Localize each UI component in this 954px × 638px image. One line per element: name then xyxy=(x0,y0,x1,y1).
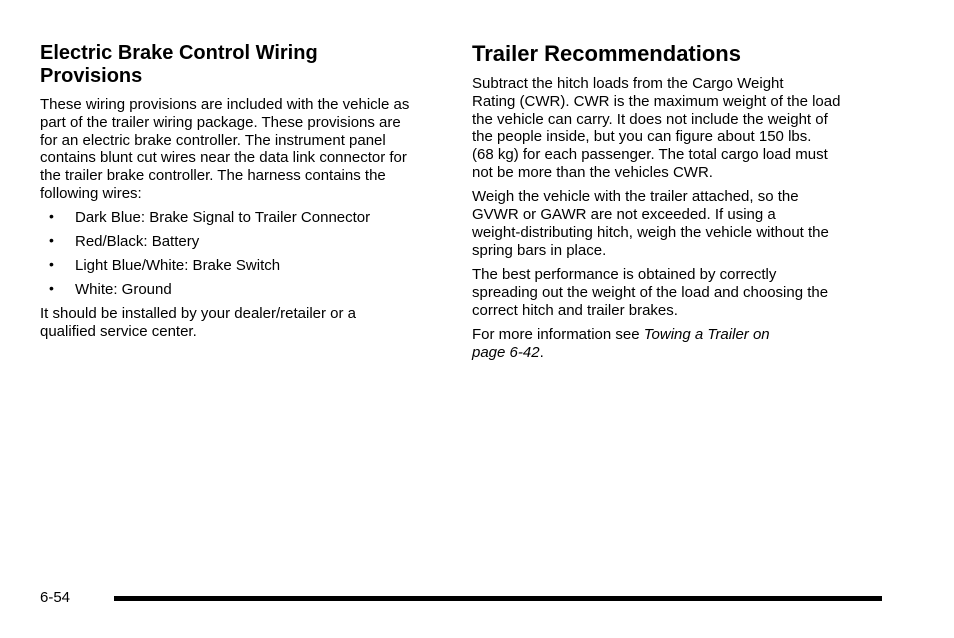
more-info-paragraph xyxy=(472,326,882,362)
closing-paragraph: It should be installed by your dealer/retailer or a qualified service center. xyxy=(40,304,357,340)
bullet-icon: • xyxy=(49,207,54,224)
list-item-text: Red/Black: Battery xyxy=(75,232,200,250)
bullet-icon: • xyxy=(49,255,54,272)
section-heading-text: Electric Brake Control Wiring Provisions xyxy=(40,42,318,87)
list-item-text: Dark Blue: Brake Signal to Trailer Connector xyxy=(75,208,371,226)
cross-reference-link[interactable]: Towing a Trailer on page 6-42 xyxy=(472,325,770,361)
intro-paragraph: These wiring provisions are included with the vehicle as part of the trailer wiring package. These provisions are for an electric brake controller. The instrument panel contains blunt cut wires near the data link connector for the trailer brake controller. The harness contains the following wires: xyxy=(40,96,410,202)
list-item xyxy=(40,233,442,251)
left-column xyxy=(40,42,442,346)
wire-list xyxy=(40,209,442,299)
list-item-text: Light Blue/White: Brake Switch xyxy=(75,256,281,274)
list-item xyxy=(40,281,442,299)
right-column xyxy=(472,40,882,368)
more-info-prefix: For more information see xyxy=(472,325,644,343)
section-heading-electric-brake xyxy=(40,42,442,88)
paragraph-performance: The best performance is obtained by correctly spreading out the weight of the load and choosing the correct hitch and trailer brakes. xyxy=(472,265,829,319)
list-item xyxy=(40,257,442,275)
page-number: 6-54 xyxy=(40,589,71,606)
bullet-icon: • xyxy=(49,231,54,248)
paragraph-cwr: Subtract the hitch loads from the Cargo Weight Rating (CWR). CWR is the maximum weight of the load the vehicle can carry. It does not include the weight of the people inside, but you can figure about 150 lbs. (68 kg) for each passenger. The total cargo load must not be more than the vehicles CWR. xyxy=(472,75,841,181)
paragraph-weigh: Weigh the vehicle with the trailer attached, so the GVWR or GAWR are not exceeded. If using a weight-distributing hitch, weigh the vehicle without the spring bars in place. xyxy=(472,188,829,259)
page-title: Trailer Recommendations xyxy=(472,41,741,66)
bullet-icon: • xyxy=(49,279,54,296)
list-item xyxy=(40,209,442,227)
footer-rule xyxy=(114,596,882,601)
more-info-suffix: . xyxy=(539,343,544,361)
list-item-text: White: Ground xyxy=(75,280,172,298)
